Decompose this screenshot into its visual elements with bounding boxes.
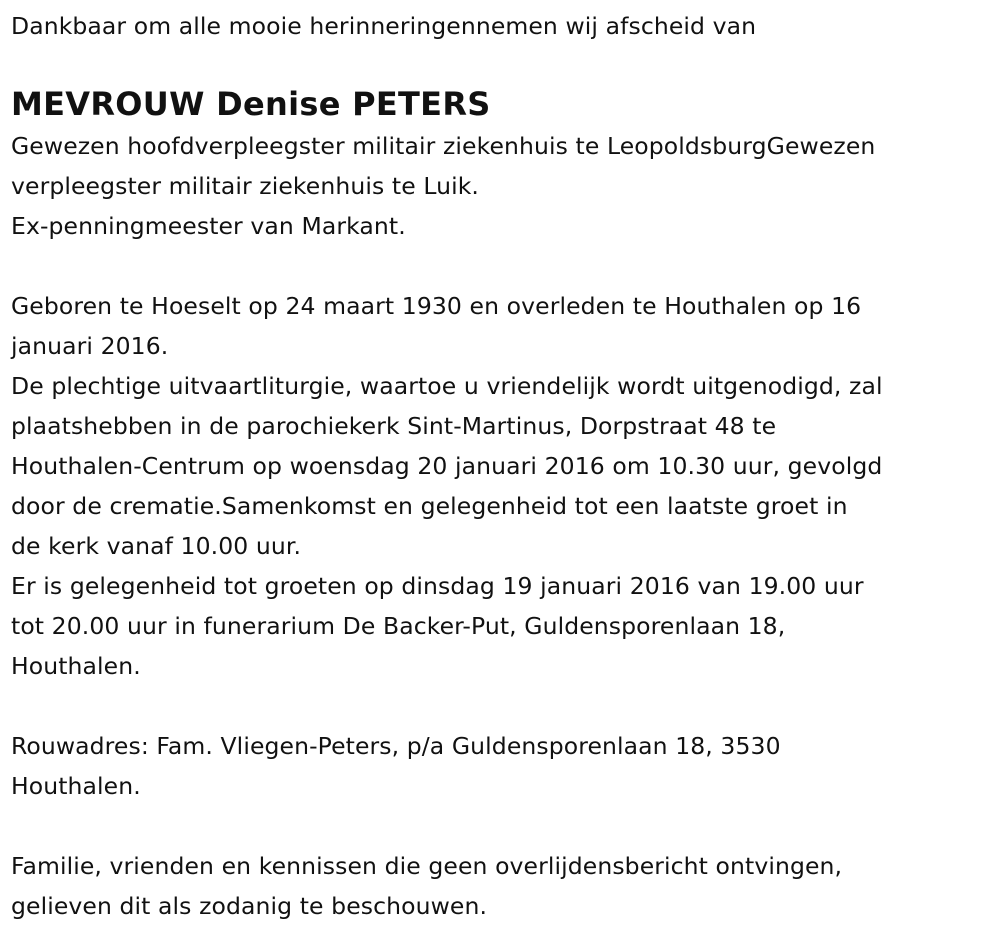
deceased-name: MEVROUW Denise PETERS xyxy=(11,85,491,123)
address-line: Rouwadres: Fam. Vliegen-Peters, p/a Guldensporenlaan 18, 3530 xyxy=(11,732,781,760)
ceremony-line: plaatshebben in de parochiekerk Sint-Martinus, Dorpstraat 48 te xyxy=(11,412,777,440)
address-line: Houthalen. xyxy=(11,772,141,800)
mourning-address-paragraph xyxy=(11,726,990,806)
ceremony-line: De plechtige uitvaartliturgie, waartoe u vriendelijk wordt uitgenodigd, zal xyxy=(11,372,883,400)
intro-text: Dankbaar om alle mooie herinneringennemen wij afscheid van xyxy=(11,12,757,40)
birth-line: Geboren te Hoeselt op 24 maart 1930 en overleden te Houthalen op 16 xyxy=(11,292,862,320)
visitation-paragraph xyxy=(11,566,990,686)
ceremony-line: de kerk vanaf 10.00 uur. xyxy=(11,532,302,560)
birth-death-paragraph xyxy=(11,286,990,366)
closing-paragraph xyxy=(11,846,990,926)
paragraph-spacer xyxy=(11,806,990,846)
paragraph-spacer xyxy=(11,246,990,286)
closing-line: Familie, vrienden en kennissen die geen overlijdensbericht ontvingen, xyxy=(11,852,843,880)
visitation-line: tot 20.00 uur in funerarium De Backer-Put, Guldensporenlaan 18, xyxy=(11,612,786,640)
titles-line: Ex-penningmeester van Markant. xyxy=(11,212,406,240)
birth-line: januari 2016. xyxy=(11,332,169,360)
ceremony-line: door de crematie.Samenkomst en gelegenheid tot een laatste groet in xyxy=(11,492,848,520)
visitation-line: Er is gelegenheid tot groeten op dinsdag 19 januari 2016 van 19.00 uur xyxy=(11,572,864,600)
titles-line: verpleegster militair ziekenhuis te Luik. xyxy=(11,172,480,200)
ceremony-paragraph xyxy=(11,366,990,566)
closing-line: gelieven dit als zodanig te beschouwen. xyxy=(11,892,488,920)
titles-line: Gewezen hoofdverpleegster militair ziekenhuis te LeopoldsburgGewezen xyxy=(11,132,876,160)
titles-paragraph xyxy=(11,126,990,246)
paragraph-spacer xyxy=(11,686,990,726)
visitation-line: Houthalen. xyxy=(11,652,141,680)
ceremony-line: Houthalen-Centrum op woensdag 20 januari 2016 om 10.30 uur, gevolgd xyxy=(11,452,883,480)
